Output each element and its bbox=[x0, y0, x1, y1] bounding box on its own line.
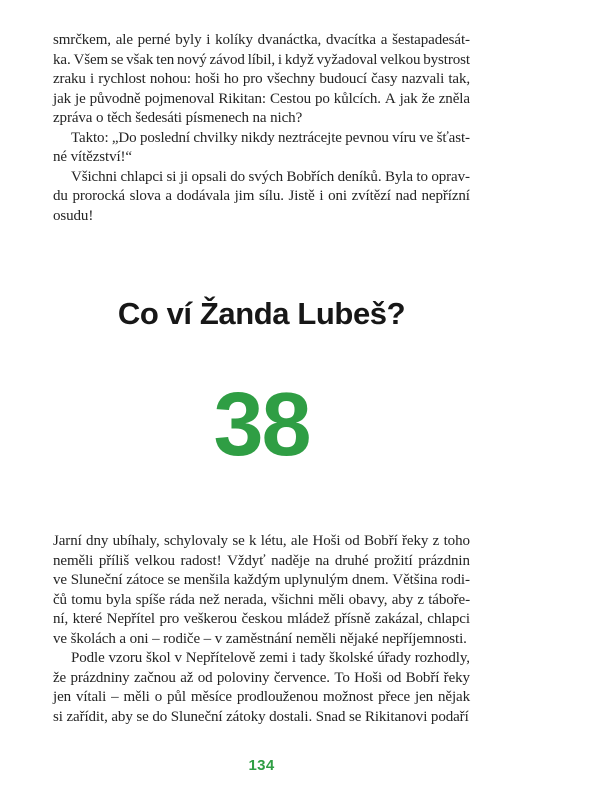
text-line: Jarní dny ubíhaly, schylovaly se k létu, ale Hoši od Bobří řeky z toho bbox=[53, 533, 470, 549]
text-line: zpráva o těch šedesáti písmenech na nich? bbox=[53, 110, 303, 126]
text-line: ve školách a oni – rodiče – v zaměstnání neměli nějaké nepříjemnosti. bbox=[53, 630, 467, 647]
paragraph bbox=[53, 168, 470, 227]
text-line: Takto: „Do poslední chvilky nikdy neztrácejte pevnou víru ve šťast- bbox=[71, 129, 470, 146]
text-line: jak je původně pojmenoval Rikitan: Cestou po kůlcích. A jak že zněla bbox=[53, 90, 470, 107]
paragraph bbox=[53, 129, 470, 168]
text-line: du prorocká slova a dodávala jim sílu. Jistě i oni zvítězí nad nepřízní bbox=[53, 188, 470, 204]
page-number: 134 bbox=[248, 757, 275, 774]
paragraph bbox=[53, 532, 470, 649]
text-line: smrčkem, ale perné byly i kolíky dvanáctka, dvacítka a šestapadesát- bbox=[53, 32, 470, 48]
text-line: osudu! bbox=[53, 207, 94, 224]
body-text-bottom bbox=[53, 532, 470, 727]
text-line: zraku i rychlost nohou: hoši ho pro všechny budoucí časy nazvali tak, bbox=[53, 71, 470, 87]
paragraph bbox=[53, 649, 470, 727]
chapter-number: 38 bbox=[213, 375, 310, 475]
text-line: že prázdniny začnou až od poloviny července. To Hoši od Bobří řeky bbox=[53, 669, 470, 686]
chapter-title: Co ví Žanda Lubeš? bbox=[117, 296, 406, 331]
paragraph bbox=[53, 31, 470, 129]
text-column bbox=[53, 0, 470, 774]
text-line: čů tomu byla spíše ráda než nerada, všichni měli obavy, aby z táboře- bbox=[53, 591, 470, 608]
text-line: Podle vzoru škol v Nepřítelově zemi i tady školské úřady rozhodly, bbox=[71, 650, 470, 666]
text-line: ní, které Nepřítel pro veškerou českou mládež přísně zakázal, chlapci bbox=[53, 611, 470, 627]
text-line: jen vítali – měli o půl měsíce prodlouženou možnost přece jen nějak bbox=[53, 689, 470, 705]
text-line: si zařídit, aby se do Sluneční zátoky dostali. Snad se Rikitanovi podaří bbox=[53, 708, 469, 725]
text-line: ve Sluneční zátoce se menšila každým uplynulým dnem. Většina rodi- bbox=[53, 572, 470, 588]
body-text-top bbox=[53, 31, 470, 226]
text-line: ka. Všem se však ten nový závod líbil, i když vyžadoval velkou bystrost bbox=[53, 51, 470, 68]
text-line: Všichni chlapci si ji opsali do svých Bobřích deníků. Byla to oprav- bbox=[71, 168, 470, 185]
text-line: né vítězství!“ bbox=[53, 149, 132, 165]
text-line: neměli příliš velkou radost! Vždyť naděje na druhé prožití prázdnin bbox=[53, 552, 470, 569]
